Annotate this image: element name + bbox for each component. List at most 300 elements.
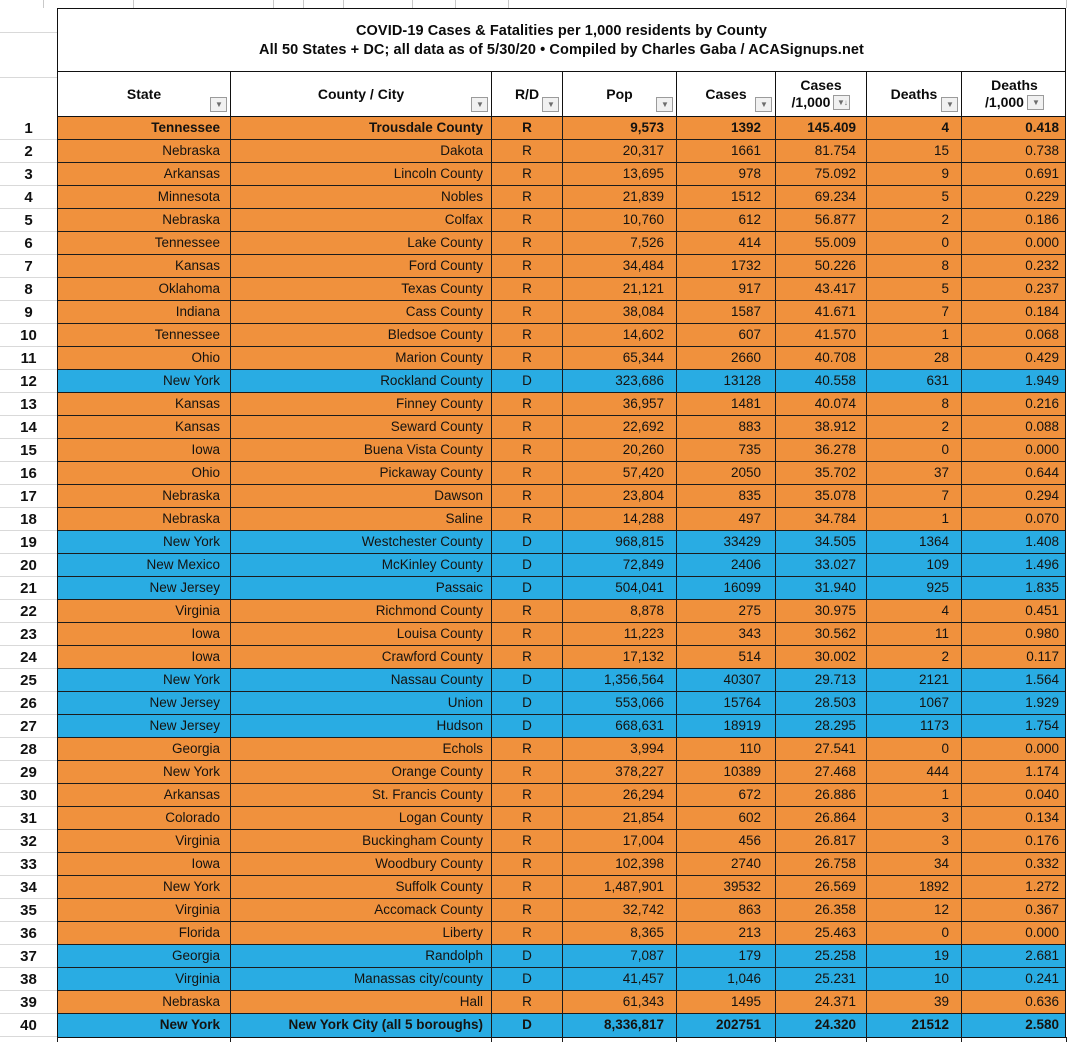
- cell-deaths[interactable]: 1: [867, 784, 962, 806]
- cell-party[interactable]: D: [492, 945, 563, 967]
- cell-state[interactable]: New Jersey: [58, 692, 231, 714]
- row-number[interactable]: 33: [0, 853, 57, 876]
- row-number[interactable]: 16: [0, 462, 57, 485]
- cell-cases-per-1000[interactable]: 69.234: [776, 186, 867, 208]
- cell-deaths-per-1000[interactable]: 0.644: [1025, 465, 1059, 480]
- cell-deaths[interactable]: 5: [867, 278, 962, 300]
- cell-population[interactable]: 20,317: [563, 140, 677, 162]
- cell-cases-per-1000[interactable]: 40.558: [776, 370, 867, 392]
- cell-deaths[interactable]: 10: [867, 968, 962, 990]
- row-number[interactable]: 10: [0, 324, 57, 347]
- cell-cases-per-1000[interactable]: 56.877: [776, 209, 867, 231]
- cell-county[interactable]: Hall: [231, 991, 492, 1013]
- filter-dropdown-icon[interactable]: [755, 97, 772, 112]
- cell-deaths[interactable]: 0: [867, 232, 962, 254]
- cell-cases-per-1000[interactable]: 38.912: [776, 416, 867, 438]
- row-number[interactable]: 32: [0, 830, 57, 853]
- cell-cases[interactable]: 863: [677, 899, 776, 921]
- cell-deaths[interactable]: 4: [867, 600, 962, 622]
- cell-county[interactable]: Marion County: [231, 347, 492, 369]
- cell-county[interactable]: Cass County: [231, 301, 492, 323]
- cell-deaths-per-1000[interactable]: 0.000: [1025, 442, 1059, 457]
- cell-state[interactable]: Minnesota: [58, 186, 231, 208]
- cell-state[interactable]: Virginia: [58, 600, 231, 622]
- cell-county[interactable]: Liberty: [231, 922, 492, 944]
- cell-cases[interactable]: 1392: [677, 117, 776, 139]
- cell-cases-per-1000[interactable]: 24.320: [776, 1014, 867, 1037]
- cell-population[interactable]: 10,760: [563, 209, 677, 231]
- cell-county[interactable]: Orange County: [231, 761, 492, 783]
- cell-cases[interactable]: 179: [677, 945, 776, 967]
- cell-cases[interactable]: 602: [677, 807, 776, 829]
- cell-party[interactable]: R: [492, 623, 563, 645]
- cell-cases[interactable]: 497: [677, 508, 776, 530]
- cell-cases-per-1000[interactable]: 29.713: [776, 669, 867, 691]
- row-number[interactable]: 38: [0, 968, 57, 991]
- cell-state[interactable]: Virginia: [58, 899, 231, 921]
- row-number[interactable]: 14: [0, 416, 57, 439]
- cell-deaths[interactable]: 34: [867, 853, 962, 875]
- cell-cases[interactable]: 1732: [677, 255, 776, 277]
- row-number[interactable]: 13: [0, 393, 57, 416]
- cell-deaths[interactable]: 2: [867, 646, 962, 668]
- cell-cases[interactable]: 612: [677, 209, 776, 231]
- cell-state[interactable]: Nebraska: [58, 485, 231, 507]
- cell-party[interactable]: R: [492, 761, 563, 783]
- cell-cases-per-1000[interactable]: 30.002: [776, 646, 867, 668]
- cell-deaths-per-1000[interactable]: 0.691: [1025, 166, 1059, 181]
- cell-cases-per-1000[interactable]: 33.027: [776, 554, 867, 576]
- cell-county[interactable]: Trousdale County: [231, 117, 492, 139]
- cell-cases[interactable]: 1495: [677, 991, 776, 1013]
- cell-deaths[interactable]: 3: [867, 830, 962, 852]
- filter-dropdown-icon[interactable]: [1027, 95, 1044, 110]
- cell-county[interactable]: Suffolk County: [231, 876, 492, 898]
- cell-county[interactable]: Richmond County: [231, 600, 492, 622]
- cell-cases-per-1000[interactable]: 28.295: [776, 715, 867, 737]
- row-number[interactable]: 3: [0, 163, 57, 186]
- cell-party[interactable]: D: [492, 531, 563, 553]
- cell-county[interactable]: Manassas city/county: [231, 968, 492, 990]
- cell-county[interactable]: Colfax: [231, 209, 492, 231]
- cell-deaths-per-1000[interactable]: 0.636: [1025, 994, 1059, 1009]
- cell-deaths-per-1000[interactable]: 2.580: [1025, 1017, 1059, 1032]
- cell-cases-per-1000[interactable]: 35.078: [776, 485, 867, 507]
- cell-cases[interactable]: 202751: [677, 1014, 776, 1037]
- cell-deaths[interactable]: 109: [867, 554, 962, 576]
- row-number[interactable]: 29: [0, 761, 57, 784]
- cell-cases-per-1000[interactable]: 40.708: [776, 347, 867, 369]
- cell-county[interactable]: Nobles: [231, 186, 492, 208]
- row-number[interactable]: 8: [0, 278, 57, 301]
- row-number[interactable]: 31: [0, 807, 57, 830]
- cell-deaths[interactable]: 11: [867, 623, 962, 645]
- cell-party[interactable]: R: [492, 324, 563, 346]
- cell-population[interactable]: 13,695: [563, 163, 677, 185]
- cell-population[interactable]: 65,344: [563, 347, 677, 369]
- cell-state[interactable]: Nebraska: [58, 209, 231, 231]
- cell-population[interactable]: 14,602: [563, 324, 677, 346]
- cell-population[interactable]: 41,457: [563, 968, 677, 990]
- cell-deaths-per-1000[interactable]: 0.088: [1025, 419, 1059, 434]
- cell-party[interactable]: R: [492, 738, 563, 760]
- cell-party[interactable]: D: [492, 554, 563, 576]
- row-number[interactable]: 1: [0, 117, 57, 140]
- cell-cases[interactable]: 39532: [677, 876, 776, 898]
- row-number[interactable]: 26: [0, 692, 57, 715]
- cell-county[interactable]: Hudson: [231, 715, 492, 737]
- cell-cases-per-1000[interactable]: 27.541: [776, 738, 867, 760]
- row-number[interactable]: 23: [0, 623, 57, 646]
- cell-deaths-per-1000[interactable]: 1.272: [1025, 879, 1059, 894]
- cell-deaths[interactable]: 8: [867, 255, 962, 277]
- cell-county[interactable]: Texas County: [231, 278, 492, 300]
- cell-cases[interactable]: 1587: [677, 301, 776, 323]
- cell-cases[interactable]: 110: [677, 738, 776, 760]
- cell-deaths-per-1000[interactable]: 1.496: [1025, 557, 1059, 572]
- filter-dropdown-icon[interactable]: [542, 97, 559, 112]
- row-number[interactable]: 20: [0, 554, 57, 577]
- cell-party[interactable]: R: [492, 140, 563, 162]
- cell-population[interactable]: 378,227: [563, 761, 677, 783]
- cell-cases[interactable]: 414: [677, 232, 776, 254]
- cell-cases[interactable]: 514: [677, 646, 776, 668]
- cell-deaths[interactable]: 7: [867, 485, 962, 507]
- cell-deaths-per-1000[interactable]: 0.429: [1025, 350, 1059, 365]
- cell-deaths[interactable]: 0: [867, 738, 962, 760]
- cell-cases[interactable]: 40307: [677, 669, 776, 691]
- cell-party[interactable]: D: [492, 1014, 563, 1037]
- cell-county[interactable]: Buckingham County: [231, 830, 492, 852]
- cell-cases[interactable]: 1661: [677, 140, 776, 162]
- cell-population[interactable]: 8,365: [563, 922, 677, 944]
- cell-state[interactable]: New Mexico: [58, 554, 231, 576]
- cell-cases[interactable]: 10389: [677, 761, 776, 783]
- cell-cases-per-1000[interactable]: 55.009: [776, 232, 867, 254]
- cell-cases[interactable]: 978: [677, 163, 776, 185]
- cell-county[interactable]: Union: [231, 692, 492, 714]
- row-number[interactable]: 2: [0, 140, 57, 163]
- cell-deaths[interactable]: 5: [867, 186, 962, 208]
- cell-state[interactable]: Arkansas: [58, 163, 231, 185]
- row-number[interactable]: 40: [0, 1014, 57, 1037]
- cell-population[interactable]: 26,294: [563, 784, 677, 806]
- cell-deaths-per-1000[interactable]: 0.184: [1025, 304, 1059, 319]
- cell-party[interactable]: D: [492, 692, 563, 714]
- cell-cases-per-1000[interactable]: 43.417: [776, 278, 867, 300]
- cell-party[interactable]: R: [492, 853, 563, 875]
- cell-deaths-per-1000[interactable]: 0.241: [1025, 971, 1059, 986]
- cell-cases[interactable]: 2740: [677, 853, 776, 875]
- cell-cases[interactable]: 18919: [677, 715, 776, 737]
- cell-deaths-per-1000[interactable]: 0.000: [1025, 741, 1059, 756]
- cell-county[interactable]: Logan County: [231, 807, 492, 829]
- cell-county[interactable]: Woodbury County: [231, 853, 492, 875]
- cell-county[interactable]: Finney County: [231, 393, 492, 415]
- cell-cases-per-1000[interactable]: 41.671: [776, 301, 867, 323]
- cell-county[interactable]: Dakota: [231, 140, 492, 162]
- cell-county[interactable]: Passaic: [231, 577, 492, 599]
- cell-party[interactable]: D: [492, 577, 563, 599]
- cell-population[interactable]: 20,260: [563, 439, 677, 461]
- cell-county[interactable]: Louisa County: [231, 623, 492, 645]
- cell-cases-per-1000[interactable]: 27.468: [776, 761, 867, 783]
- cell-population[interactable]: 7,087: [563, 945, 677, 967]
- cell-deaths-per-1000[interactable]: 0.068: [1025, 327, 1059, 342]
- cell-population[interactable]: 102,398: [563, 853, 677, 875]
- cell-cases[interactable]: 15764: [677, 692, 776, 714]
- cell-state[interactable]: New York: [58, 876, 231, 898]
- cell-state[interactable]: Virginia: [58, 968, 231, 990]
- cell-party[interactable]: R: [492, 439, 563, 461]
- cell-deaths-per-1000[interactable]: 0.232: [1025, 258, 1059, 273]
- cell-party[interactable]: R: [492, 462, 563, 484]
- cell-cases[interactable]: 917: [677, 278, 776, 300]
- row-number[interactable]: 21: [0, 577, 57, 600]
- cell-cases-per-1000[interactable]: 25.258: [776, 945, 867, 967]
- cell-state[interactable]: Colorado: [58, 807, 231, 829]
- cell-county[interactable]: McKinley County: [231, 554, 492, 576]
- cell-population[interactable]: 3,994: [563, 738, 677, 760]
- cell-cases-per-1000[interactable]: 26.569: [776, 876, 867, 898]
- cell-county[interactable]: Seward County: [231, 416, 492, 438]
- cell-county[interactable]: Pickaway County: [231, 462, 492, 484]
- cell-cases-per-1000[interactable]: 34.505: [776, 531, 867, 553]
- cell-party[interactable]: D: [492, 968, 563, 990]
- cell-state[interactable]: Florida: [58, 922, 231, 944]
- cell-cases-per-1000[interactable]: 26.758: [776, 853, 867, 875]
- cell-party[interactable]: R: [492, 232, 563, 254]
- cell-party[interactable]: D: [492, 370, 563, 392]
- row-number[interactable]: 5: [0, 209, 57, 232]
- cell-cases-per-1000[interactable]: 50.226: [776, 255, 867, 277]
- cell-cases-per-1000[interactable]: 26.864: [776, 807, 867, 829]
- cell-cases-per-1000[interactable]: 30.975: [776, 600, 867, 622]
- cell-state[interactable]: Kansas: [58, 393, 231, 415]
- cell-county[interactable]: Randolph: [231, 945, 492, 967]
- cell-state[interactable]: Iowa: [58, 623, 231, 645]
- cell-cases[interactable]: 275: [677, 600, 776, 622]
- cell-deaths-per-1000[interactable]: 0.000: [1025, 925, 1059, 940]
- cell-population[interactable]: 1,487,901: [563, 876, 677, 898]
- cell-cases[interactable]: 835: [677, 485, 776, 507]
- cell-deaths-per-1000[interactable]: 0.237: [1025, 281, 1059, 296]
- cell-state[interactable]: Tennessee: [58, 324, 231, 346]
- cell-state[interactable]: Indiana: [58, 301, 231, 323]
- cell-state[interactable]: New York: [58, 669, 231, 691]
- cell-population[interactable]: 57,420: [563, 462, 677, 484]
- cell-deaths-per-1000[interactable]: 0.294: [1025, 488, 1059, 503]
- cell-party[interactable]: D: [492, 715, 563, 737]
- cell-deaths[interactable]: 12: [867, 899, 962, 921]
- cell-cases-per-1000[interactable]: 26.358: [776, 899, 867, 921]
- cell-state[interactable]: Georgia: [58, 738, 231, 760]
- cell-cases[interactable]: 735: [677, 439, 776, 461]
- cell-deaths[interactable]: 37: [867, 462, 962, 484]
- cell-deaths-per-1000[interactable]: 1.929: [1025, 695, 1059, 710]
- row-number[interactable]: 18: [0, 508, 57, 531]
- cell-cases[interactable]: 1512: [677, 186, 776, 208]
- cell-cases[interactable]: 1481: [677, 393, 776, 415]
- cell-party[interactable]: R: [492, 255, 563, 277]
- cell-cases-per-1000[interactable]: 36.278: [776, 439, 867, 461]
- cell-party[interactable]: R: [492, 508, 563, 530]
- cell-county[interactable]: Accomack County: [231, 899, 492, 921]
- cell-state[interactable]: Oklahoma: [58, 278, 231, 300]
- cell-party[interactable]: R: [492, 416, 563, 438]
- cell-deaths[interactable]: 2: [867, 416, 962, 438]
- cell-deaths-per-1000[interactable]: 0.738: [1025, 143, 1059, 158]
- cell-cases-per-1000[interactable]: 145.409: [776, 117, 867, 139]
- cell-deaths-per-1000[interactable]: 2.681: [1025, 948, 1059, 963]
- cell-deaths-per-1000[interactable]: 0.000: [1025, 235, 1059, 250]
- cell-state[interactable]: Nebraska: [58, 508, 231, 530]
- cell-population[interactable]: 553,066: [563, 692, 677, 714]
- cell-population[interactable]: 23,804: [563, 485, 677, 507]
- cell-county[interactable]: Saline: [231, 508, 492, 530]
- row-number[interactable]: 35: [0, 899, 57, 922]
- cell-county[interactable]: Crawford County: [231, 646, 492, 668]
- cell-population[interactable]: 968,815: [563, 531, 677, 553]
- cell-deaths-per-1000[interactable]: 1.174: [1025, 764, 1059, 779]
- cell-population[interactable]: 21,121: [563, 278, 677, 300]
- cell-party[interactable]: R: [492, 393, 563, 415]
- cell-cases-per-1000[interactable]: 28.503: [776, 692, 867, 714]
- cell-cases[interactable]: 2406: [677, 554, 776, 576]
- cell-population[interactable]: 38,084: [563, 301, 677, 323]
- cell-population[interactable]: 32,742: [563, 899, 677, 921]
- sorted-filter-dropdown-icon[interactable]: [833, 95, 850, 110]
- cell-deaths[interactable]: 39: [867, 991, 962, 1013]
- row-number[interactable]: 15: [0, 439, 57, 462]
- cell-cases-per-1000[interactable]: 25.231: [776, 968, 867, 990]
- cell-deaths[interactable]: 1067: [867, 692, 962, 714]
- cell-deaths-per-1000[interactable]: 0.040: [1025, 787, 1059, 802]
- row-number[interactable]: 36: [0, 922, 57, 945]
- cell-state[interactable]: Tennessee: [58, 232, 231, 254]
- cell-deaths-per-1000[interactable]: 0.134: [1025, 810, 1059, 825]
- cell-state[interactable]: Ohio: [58, 462, 231, 484]
- row-number[interactable]: 7: [0, 255, 57, 278]
- cell-deaths-per-1000[interactable]: 0.117: [1026, 649, 1059, 664]
- cell-state[interactable]: Nebraska: [58, 140, 231, 162]
- row-number[interactable]: 22: [0, 600, 57, 623]
- cell-party[interactable]: R: [492, 899, 563, 921]
- cell-county[interactable]: Dawson: [231, 485, 492, 507]
- cell-deaths[interactable]: 8: [867, 393, 962, 415]
- cell-cases[interactable]: 13128: [677, 370, 776, 392]
- cell-cases[interactable]: 456: [677, 830, 776, 852]
- cell-deaths[interactable]: 444: [867, 761, 962, 783]
- cell-party[interactable]: R: [492, 186, 563, 208]
- cell-cases-per-1000[interactable]: 30.562: [776, 623, 867, 645]
- cell-state[interactable]: Kansas: [58, 255, 231, 277]
- cell-state[interactable]: Arkansas: [58, 784, 231, 806]
- cell-deaths-per-1000[interactable]: 0.186: [1025, 212, 1059, 227]
- cell-deaths-per-1000[interactable]: 0.176: [1025, 833, 1059, 848]
- cell-deaths[interactable]: 631: [867, 370, 962, 392]
- cell-deaths[interactable]: 4: [867, 117, 962, 139]
- cell-deaths[interactable]: 1173: [867, 715, 962, 737]
- cell-deaths-per-1000[interactable]: 1.564: [1025, 672, 1059, 687]
- cell-deaths-per-1000[interactable]: 0.070: [1025, 511, 1059, 526]
- cell-county[interactable]: St. Francis County: [231, 784, 492, 806]
- cell-population[interactable]: 22,692: [563, 416, 677, 438]
- cell-deaths[interactable]: 0: [867, 439, 962, 461]
- cell-cases-per-1000[interactable]: 35.702: [776, 462, 867, 484]
- cell-population[interactable]: 9,573: [563, 117, 677, 139]
- cell-state[interactable]: New York: [58, 370, 231, 392]
- cell-state[interactable]: Iowa: [58, 853, 231, 875]
- cell-state[interactable]: Kansas: [58, 416, 231, 438]
- filter-dropdown-icon[interactable]: [210, 97, 227, 112]
- cell-party[interactable]: D: [492, 669, 563, 691]
- filter-dropdown-icon[interactable]: [471, 97, 488, 112]
- cell-deaths-per-1000[interactable]: 1.408: [1025, 534, 1059, 549]
- cell-state[interactable]: New Jersey: [58, 715, 231, 737]
- filter-dropdown-icon[interactable]: [941, 97, 958, 112]
- cell-cases[interactable]: 883: [677, 416, 776, 438]
- cell-party[interactable]: R: [492, 600, 563, 622]
- row-number[interactable]: 27: [0, 715, 57, 738]
- cell-population[interactable]: 504,041: [563, 577, 677, 599]
- cell-state[interactable]: New Jersey: [58, 577, 231, 599]
- cell-population[interactable]: 21,854: [563, 807, 677, 829]
- cell-deaths[interactable]: 9: [867, 163, 962, 185]
- filter-dropdown-icon[interactable]: [656, 97, 673, 112]
- cell-party[interactable]: R: [492, 278, 563, 300]
- cell-population[interactable]: 323,686: [563, 370, 677, 392]
- cell-cases-per-1000[interactable]: 75.092: [776, 163, 867, 185]
- cell-state[interactable]: Iowa: [58, 646, 231, 668]
- cell-cases[interactable]: 2660: [677, 347, 776, 369]
- cell-county[interactable]: Westchester County: [231, 531, 492, 553]
- cell-deaths[interactable]: 2121: [867, 669, 962, 691]
- cell-deaths-per-1000[interactable]: 0.216: [1025, 396, 1059, 411]
- cell-deaths[interactable]: 1: [867, 324, 962, 346]
- cell-county[interactable]: Ford County: [231, 255, 492, 277]
- cell-cases-per-1000[interactable]: 25.463: [776, 922, 867, 944]
- cell-county[interactable]: Buena Vista County: [231, 439, 492, 461]
- cell-party[interactable]: R: [492, 485, 563, 507]
- cell-deaths-per-1000[interactable]: 0.980: [1025, 626, 1059, 641]
- cell-cases-per-1000[interactable]: 31.940: [776, 577, 867, 599]
- row-number[interactable]: 17: [0, 485, 57, 508]
- cell-deaths[interactable]: 7: [867, 301, 962, 323]
- cell-population[interactable]: 17,132: [563, 646, 677, 668]
- cell-deaths-per-1000[interactable]: 0.332: [1025, 856, 1059, 871]
- cell-county[interactable]: Bledsoe County: [231, 324, 492, 346]
- cell-party[interactable]: R: [492, 807, 563, 829]
- row-number[interactable]: 30: [0, 784, 57, 807]
- row-number[interactable]: 24: [0, 646, 57, 669]
- row-number[interactable]: 12: [0, 370, 57, 393]
- cell-cases[interactable]: 16099: [677, 577, 776, 599]
- cell-population[interactable]: 72,849: [563, 554, 677, 576]
- cell-deaths[interactable]: 2: [867, 209, 962, 231]
- cell-population[interactable]: 17,004: [563, 830, 677, 852]
- cell-state[interactable]: Georgia: [58, 945, 231, 967]
- cell-county[interactable]: Lincoln County: [231, 163, 492, 185]
- cell-party[interactable]: R: [492, 301, 563, 323]
- cell-deaths[interactable]: 1364: [867, 531, 962, 553]
- cell-state[interactable]: New York: [58, 531, 231, 553]
- cell-party[interactable]: R: [492, 991, 563, 1013]
- cell-county[interactable]: Nassau County: [231, 669, 492, 691]
- cell-state[interactable]: Ohio: [58, 347, 231, 369]
- cell-population[interactable]: 1,356,564: [563, 669, 677, 691]
- cell-party[interactable]: R: [492, 117, 563, 139]
